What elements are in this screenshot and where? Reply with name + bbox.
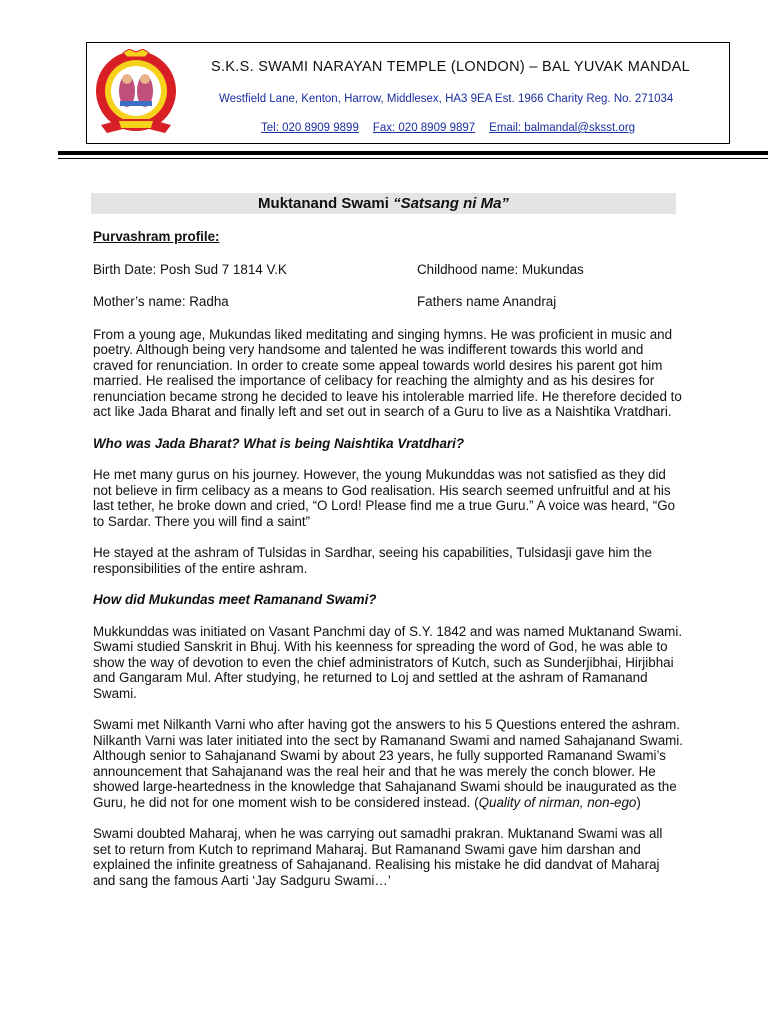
divider-thin bbox=[58, 158, 768, 159]
org-title: S.K.S. SWAMI NARAYAN TEMPLE (LONDON) – BAL YUVAK MANDAL bbox=[211, 59, 690, 75]
paragraph: Mukkunddas was initiated on Vasant Panchmi day of S.Y. 1842 and was named Muktanand Swami. Swami studied Sanskrit in Bhuj. With his keenness for spreading the word of God, he was able to show the way of devotion to even the chief administrators of Kutch, such as Sunderjibhai, Hirjibhai and Gangaram Mul. After studying, he returned to Loj and settled at the ashram of Ramanand Swami. bbox=[93, 623, 683, 701]
tel-link[interactable]: Tel: 020 8909 9899 bbox=[261, 122, 359, 134]
divider-thick bbox=[58, 151, 768, 155]
paragraph: He stayed at the ashram of Tulsidas in Sardhar, seeing his capabilities, Tulsidasji gave him the responsibilities of the entire ashram. bbox=[93, 545, 652, 576]
childhood-name: Childhood name: Mukundas bbox=[417, 261, 584, 277]
paragraph: He met many gurus on his journey. However, the young Mukunddas was not satisfied as they did not believe in firm celibacy as a means to God realisation. His search seemed unfruitful and at his last tether, he broke down and cried, “O Lord! Please find me a true Guru.” A voice was heard, “Go to Sardar. There you will find a saint” bbox=[93, 467, 676, 529]
profile-heading: Purvashram profile: bbox=[93, 229, 220, 244]
fax-link[interactable]: Fax: 020 8909 9897 bbox=[372, 122, 476, 134]
profile-row bbox=[93, 262, 683, 278]
question: Who was Jada Bharat? What is being Naishtika Vratdhari? bbox=[93, 435, 465, 451]
paragraph-close: ) bbox=[636, 794, 641, 810]
birth-date: Birth Date: Posh Sud 7 1814 V.K bbox=[93, 261, 287, 277]
contact-line bbox=[261, 122, 649, 134]
letterhead bbox=[86, 42, 730, 144]
father-name: Fathers name Anandraj bbox=[417, 294, 557, 309]
org-address: Westfield Lane, Kenton, Harrow, Middlesex, HA3 9EA Est. 1966 Charity Reg. No. 271034 bbox=[219, 93, 674, 105]
title-main: Muktanand Swami bbox=[258, 195, 394, 212]
question: How did Mukundas meet Ramanand Swami? bbox=[93, 592, 377, 607]
paragraph: From a young age, Mukundas liked meditating and singing hymns. He was proficient in music and poetry. Although being very handsome and talented he was indifferent towards this world and craved for renunciation. In order to create some appeal towards world desires his parent got him married. He realised the importance of celibacy for reaching the almighty and as his desires for renunciation became strong he decided to leave his intolerable married life. He therefore decided to act like Jada Bharat and finally left and set out in search of a Guru to live as a Naishtika Vratdhari. bbox=[93, 326, 682, 419]
paragraph-italic: Quality of nirman, non-ego bbox=[478, 794, 637, 810]
paragraph-text: Swami met Nilkanth Varni who after having got the answers to his 5 Questions entered the ashram. Nilkanth Varni was later initiated into the sect by Ramanand Swami and named Sahajanand Swami. Although senior to Sahajanand Swami by about 23 years, he fully supported Ramanand Swami’s announcement that Sahajanand was the real heir and that he was merely the conch blower. He showed large-heartedness in the knowledge that Sahajanand Swami should be inaugurated as the Guru, he did not for one moment wish to be considered instead. ( bbox=[93, 717, 684, 810]
document-title bbox=[91, 193, 676, 214]
paragraph bbox=[93, 717, 683, 810]
temple-logo bbox=[93, 49, 179, 139]
document-body bbox=[93, 229, 683, 904]
title-italic: “Satsang ni Ma” bbox=[393, 195, 509, 212]
email-link[interactable]: Email: balmandal@sksst.org bbox=[489, 122, 636, 134]
profile-row bbox=[93, 294, 683, 310]
paragraph: Swami doubted Maharaj, when he was carrying out samadhi prakran. Muktanand Swami was all set to return from Kutch to reprimand Maharaj. But Ramanand Swami gave him darshan and explained the infinite greatness of Sahajanand. Realising his mistake he did dandvat of Maharaj and sang the famous Aarti ‘Jay Sadguru Swami…’ bbox=[93, 826, 663, 888]
mother-name: Mother’s name: Radha bbox=[93, 294, 229, 309]
